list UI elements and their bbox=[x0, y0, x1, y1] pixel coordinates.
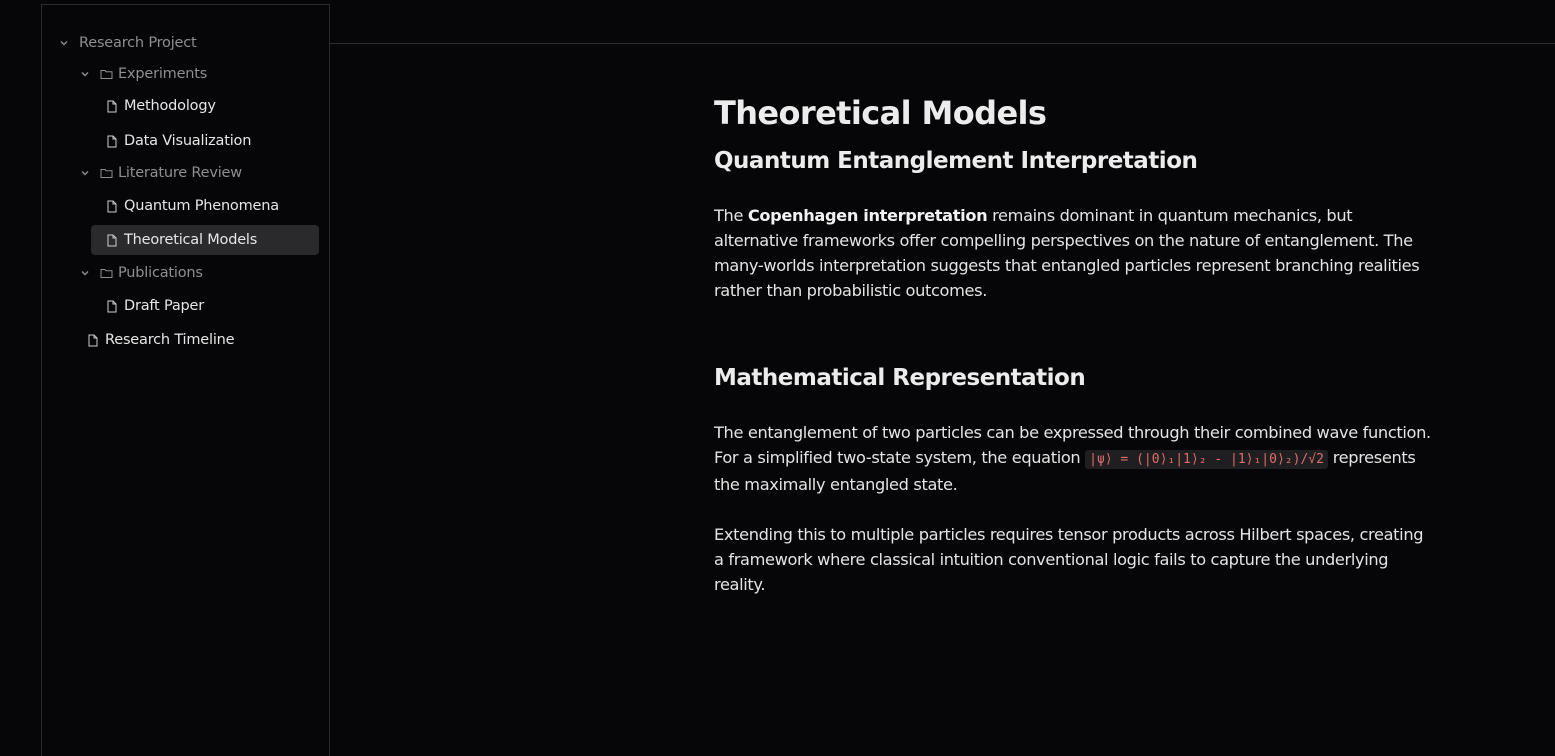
tree-item-label: Literature Review bbox=[118, 165, 242, 181]
page-title: Theoretical Models bbox=[714, 94, 1047, 132]
paragraph: Extending this to multiple particles requires tensor products across Hilbert spaces, creating a framework where classical intuition conventional logic fails to capture the underlying reality. bbox=[714, 525, 1424, 594]
file-icon bbox=[87, 334, 99, 347]
chevron-down-icon[interactable] bbox=[80, 268, 90, 278]
tree-folder-experiments[interactable] bbox=[80, 59, 207, 89]
section-heading: Mathematical Representation bbox=[714, 365, 1086, 391]
file-icon bbox=[106, 200, 118, 213]
file-icon bbox=[106, 100, 118, 113]
bold-text: Copenhagen interpretation bbox=[747, 206, 988, 225]
tree-item-label: Draft Paper bbox=[124, 298, 205, 314]
document-content[interactable] bbox=[714, 90, 1434, 597]
file-tree-sidebar bbox=[41, 4, 330, 756]
chevron-down-icon[interactable] bbox=[80, 168, 90, 178]
paragraph-text: represents the maximally entangled state. bbox=[714, 448, 1416, 494]
paragraph-text: The entanglement of two particles can be expressed through their combined wave function. For a simplified two-state system, the equation bbox=[714, 423, 1431, 467]
tree-item-label: Methodology bbox=[124, 98, 216, 114]
tree-file-data-visualization[interactable] bbox=[106, 126, 251, 156]
file-icon bbox=[106, 135, 118, 148]
file-icon bbox=[106, 234, 118, 247]
tree-file-quantum-phenomena[interactable] bbox=[106, 191, 279, 221]
tree-item-label: Data Visualization bbox=[124, 133, 252, 149]
tree-folder-literature-review[interactable] bbox=[80, 158, 242, 188]
chevron-down-icon[interactable] bbox=[59, 38, 69, 48]
section-heading: Quantum Entanglement Interpretation bbox=[714, 148, 1198, 174]
folder-icon bbox=[100, 167, 112, 180]
tree-folder-publications[interactable] bbox=[80, 258, 203, 288]
paragraph-text: The bbox=[714, 206, 748, 225]
tree-item-label: Research Project bbox=[79, 35, 197, 51]
folder-icon bbox=[100, 267, 112, 280]
tree-file-methodology[interactable] bbox=[106, 91, 216, 121]
editor-top-bar bbox=[330, 0, 1555, 44]
paragraph-text: remains dominant in quantum mechanics, but alternative frameworks offer compelling perspectives on the nature of entanglement. The many-worlds interpretation suggests that entangled particles represent branching realities rather than probabilistic outcomes. bbox=[714, 206, 1420, 300]
tree-file-research-timeline[interactable] bbox=[87, 325, 234, 355]
chevron-down-icon[interactable] bbox=[80, 69, 90, 79]
tree-item-label: Theoretical Models bbox=[124, 232, 258, 248]
tree-item-label: Research Timeline bbox=[105, 332, 235, 348]
tree-item-label: Experiments bbox=[118, 66, 208, 82]
inline-code: |ψ⟩ = (|0⟩₁|1⟩₂ - |1⟩₁|0⟩₂)/√2 bbox=[1085, 450, 1328, 469]
tree-item-label: Publications bbox=[118, 265, 203, 281]
folder-icon bbox=[100, 68, 112, 81]
tree-file-theoretical-models[interactable] bbox=[91, 225, 319, 255]
paragraph bbox=[714, 420, 1434, 497]
tree-folder-research-project[interactable] bbox=[59, 28, 197, 58]
paragraph bbox=[714, 203, 1434, 303]
tree-item-label: Quantum Phenomena bbox=[124, 198, 279, 214]
file-icon bbox=[106, 300, 118, 313]
tree-file-draft-paper[interactable] bbox=[106, 291, 204, 321]
